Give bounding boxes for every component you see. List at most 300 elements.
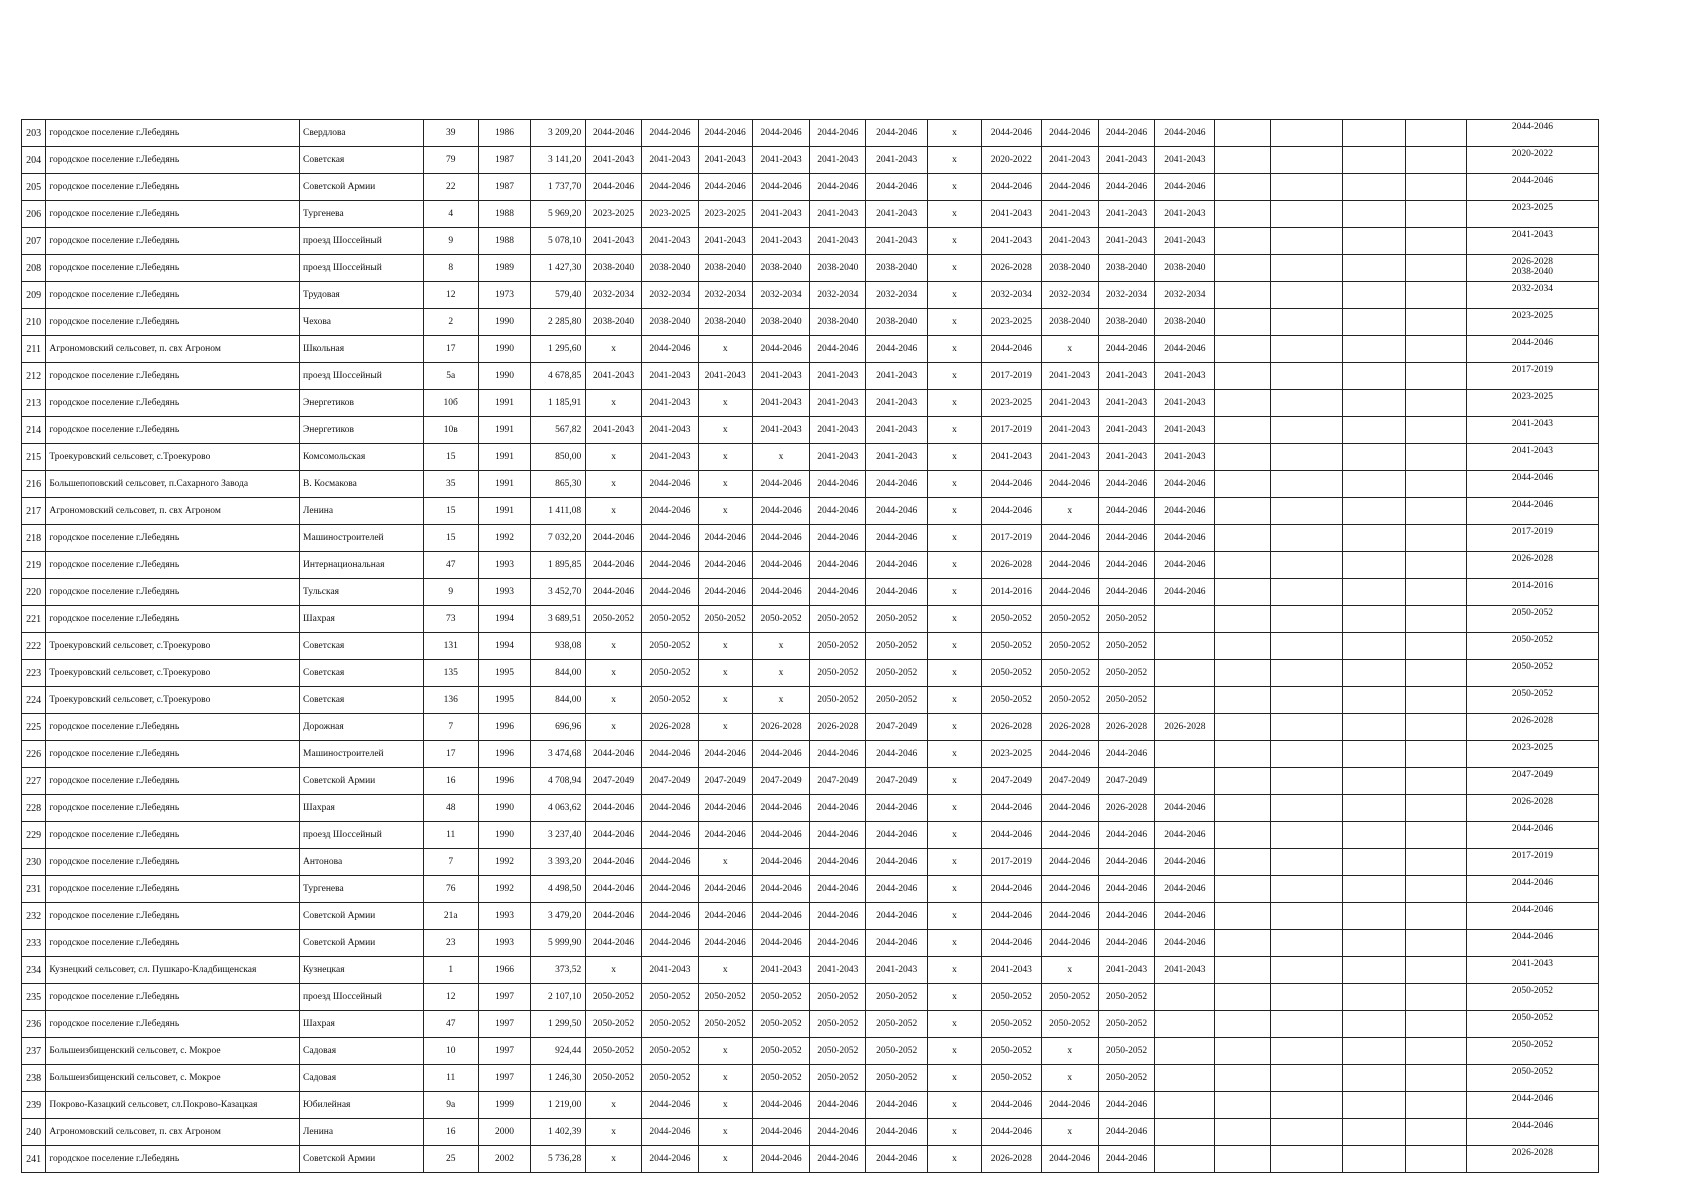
house-number-cell: 9а xyxy=(423,1092,478,1119)
repair-period-cell: 2041-2043 xyxy=(1155,390,1215,417)
repair-period-cell xyxy=(1406,903,1467,930)
repair-period-cell: 2041-2043 xyxy=(866,390,928,417)
street-cell: проезд Шоссейный xyxy=(300,984,424,1011)
repair-period-cell: 2032-2034 xyxy=(752,282,810,309)
repair-period-cell xyxy=(1406,120,1467,147)
repair-period-cell: 2041-2043 xyxy=(642,417,699,444)
repair-period-cell: 2044-2046 xyxy=(642,1092,699,1119)
repair-period-cell: 2041-2043 xyxy=(642,390,699,417)
repair-period-cell: 2044-2046 xyxy=(1155,903,1215,930)
repair-period-cell: х xyxy=(928,1011,982,1038)
repair-period-cell xyxy=(1343,174,1406,201)
area-cell: 4 708,94 xyxy=(531,768,586,795)
repair-period-cell: х xyxy=(928,498,982,525)
repair-period-cell: 2050-2052 xyxy=(1098,1065,1155,1092)
repair-period-cell: 2032-2034 xyxy=(866,282,928,309)
repair-period-cell: х xyxy=(928,579,982,606)
planned-period-cell: 2041-2043 xyxy=(1466,228,1598,255)
repair-period-cell xyxy=(1271,309,1343,336)
repair-period-cell xyxy=(1406,1065,1467,1092)
repair-period-cell xyxy=(1271,552,1343,579)
repair-period-cell xyxy=(1215,660,1271,687)
repair-period-cell xyxy=(1343,984,1406,1011)
planned-period-cell: 2041-2043 xyxy=(1466,417,1598,444)
year-built-cell: 1993 xyxy=(478,903,531,930)
repair-period-cell: 2050-2052 xyxy=(810,687,866,714)
repair-period-cell xyxy=(1343,1146,1406,1173)
repair-period-cell xyxy=(1406,822,1467,849)
repair-period-cell xyxy=(1343,633,1406,660)
repair-period-cell: 2050-2052 xyxy=(866,633,928,660)
repair-period-cell: 2044-2046 xyxy=(752,903,810,930)
repair-period-cell: 2023-2025 xyxy=(981,390,1041,417)
repair-period-cell: 2038-2040 xyxy=(866,255,928,282)
repair-period-cell: 2047-2049 xyxy=(866,714,928,741)
repair-period-cell: 2041-2043 xyxy=(866,417,928,444)
row-number-cell: 209 xyxy=(22,282,46,309)
repair-period-cell xyxy=(1406,174,1467,201)
repair-period-cell xyxy=(1406,768,1467,795)
repair-period-cell: х xyxy=(586,660,642,687)
planned-period-cell: 2023-2025 xyxy=(1466,390,1598,417)
repair-period-cell: х xyxy=(928,795,982,822)
repair-period-cell: 2044-2046 xyxy=(1098,930,1155,957)
table-row xyxy=(22,417,1599,444)
repair-period-cell: х xyxy=(586,1092,642,1119)
repair-period-cell xyxy=(1155,633,1215,660)
row-number-cell: 229 xyxy=(22,822,46,849)
house-number-cell: 16 xyxy=(423,768,478,795)
repair-period-cell xyxy=(1215,417,1271,444)
table-row xyxy=(22,714,1599,741)
planned-period-cell: 2050-2052 xyxy=(1466,660,1598,687)
repair-period-cell: 2044-2046 xyxy=(810,579,866,606)
area-cell: 1 411,08 xyxy=(531,498,586,525)
repair-period-cell: 2044-2046 xyxy=(586,876,642,903)
row-number-cell: 219 xyxy=(22,552,46,579)
settlement-cell: городское поселение г.Лебедянь xyxy=(46,120,300,147)
repair-period-cell: 2050-2052 xyxy=(586,984,642,1011)
repair-period-cell: 2044-2046 xyxy=(1155,525,1215,552)
repair-period-cell: 2044-2046 xyxy=(1155,471,1215,498)
repair-period-cell xyxy=(1215,1038,1271,1065)
repair-period-cell xyxy=(1271,633,1343,660)
repair-period-cell: 2026-2028 xyxy=(981,552,1041,579)
house-number-cell: 131 xyxy=(423,633,478,660)
street-cell: Советская xyxy=(300,660,424,687)
street-cell: В. Космакова xyxy=(300,471,424,498)
repair-period-cell: х xyxy=(698,687,752,714)
area-cell: 3 237,40 xyxy=(531,822,586,849)
table-row xyxy=(22,1065,1599,1092)
repair-period-cell: 2041-2043 xyxy=(1155,201,1215,228)
repair-period-cell: х xyxy=(928,120,982,147)
settlement-cell: городское поселение г.Лебедянь xyxy=(46,552,300,579)
repair-period-cell: х xyxy=(1041,1065,1098,1092)
repair-period-cell: 2044-2046 xyxy=(981,336,1041,363)
repair-period-cell xyxy=(1406,282,1467,309)
repair-period-cell xyxy=(1406,309,1467,336)
area-cell: 1 185,91 xyxy=(531,390,586,417)
area-cell: 5 969,20 xyxy=(531,201,586,228)
repair-period-cell xyxy=(1406,876,1467,903)
repair-period-cell xyxy=(1343,1011,1406,1038)
row-number-cell: 226 xyxy=(22,741,46,768)
repair-period-cell xyxy=(1343,606,1406,633)
row-number-cell: 212 xyxy=(22,363,46,390)
repair-period-cell: 2050-2052 xyxy=(698,1011,752,1038)
area-cell: 696,96 xyxy=(531,714,586,741)
table-row xyxy=(22,1119,1599,1146)
repair-period-cell: 2050-2052 xyxy=(810,1011,866,1038)
repair-period-cell xyxy=(1271,282,1343,309)
repair-period-cell: 2044-2046 xyxy=(981,822,1041,849)
area-cell: 3 452,70 xyxy=(531,579,586,606)
house-number-cell: 7 xyxy=(423,849,478,876)
repair-period-cell: х xyxy=(928,201,982,228)
repair-period-cell: 2050-2052 xyxy=(1041,1011,1098,1038)
repair-period-cell: х xyxy=(928,255,982,282)
repair-period-cell: 2050-2052 xyxy=(698,984,752,1011)
repair-period-cell: 2050-2052 xyxy=(1041,633,1098,660)
repair-period-cell xyxy=(1406,390,1467,417)
settlement-cell: городское поселение г.Лебедянь xyxy=(46,228,300,255)
year-built-cell: 1973 xyxy=(478,282,531,309)
repair-period-cell: 2041-2043 xyxy=(981,444,1041,471)
repair-period-cell: 2044-2046 xyxy=(1041,741,1098,768)
planned-period-cell: 2023-2025 xyxy=(1466,201,1598,228)
planned-period-cell: 2014-2016 xyxy=(1466,579,1598,606)
settlement-cell: городское поселение г.Лебедянь xyxy=(46,903,300,930)
repair-period-cell: 2041-2043 xyxy=(810,444,866,471)
repair-period-cell: 2044-2046 xyxy=(1098,498,1155,525)
repair-period-cell xyxy=(1343,741,1406,768)
repair-period-cell: 2044-2046 xyxy=(586,903,642,930)
repair-period-cell: 2041-2043 xyxy=(752,228,810,255)
repair-period-cell xyxy=(1343,768,1406,795)
repair-period-cell: х xyxy=(928,849,982,876)
planned-period-cell: 2050-2052 xyxy=(1466,1011,1598,1038)
repair-period-cell: 2041-2043 xyxy=(752,417,810,444)
year-built-cell: 1994 xyxy=(478,606,531,633)
repair-period-cell xyxy=(1215,336,1271,363)
house-number-cell: 10б xyxy=(423,390,478,417)
repair-period-cell: 2014-2016 xyxy=(981,579,1041,606)
repair-period-cell xyxy=(1271,498,1343,525)
settlement-cell: городское поселение г.Лебедянь xyxy=(46,714,300,741)
street-cell: Юбилейная xyxy=(300,1092,424,1119)
year-built-cell: 1996 xyxy=(478,741,531,768)
repair-period-cell: 2044-2046 xyxy=(810,795,866,822)
year-built-cell: 1986 xyxy=(478,120,531,147)
area-cell: 3 209,20 xyxy=(531,120,586,147)
repair-period-cell: 2044-2046 xyxy=(642,741,699,768)
repair-period-cell: х xyxy=(698,849,752,876)
repair-period-cell xyxy=(1271,606,1343,633)
repair-period-cell xyxy=(1215,309,1271,336)
repair-period-cell: 2050-2052 xyxy=(981,687,1041,714)
repair-period-cell: 2044-2046 xyxy=(866,741,928,768)
planned-period-cell: 2047-2049 xyxy=(1466,768,1598,795)
repair-period-cell: 2044-2046 xyxy=(586,552,642,579)
planned-period-cell: 2050-2052 xyxy=(1466,606,1598,633)
area-cell: 924,44 xyxy=(531,1038,586,1065)
repair-period-cell: 2044-2046 xyxy=(1041,1092,1098,1119)
repair-period-cell xyxy=(1271,1146,1343,1173)
year-built-cell: 1993 xyxy=(478,552,531,579)
repair-period-cell: х xyxy=(698,660,752,687)
street-cell: Советской Армии xyxy=(300,174,424,201)
repair-period-cell: х xyxy=(928,984,982,1011)
repair-period-cell: 2050-2052 xyxy=(586,1065,642,1092)
repair-period-cell: х xyxy=(586,444,642,471)
repair-period-cell: х xyxy=(928,1065,982,1092)
repair-period-cell: 2044-2046 xyxy=(698,579,752,606)
repair-period-cell: 2044-2046 xyxy=(752,741,810,768)
repair-period-cell: 2044-2046 xyxy=(752,822,810,849)
repair-period-cell: 2044-2046 xyxy=(1041,174,1098,201)
repair-period-cell: 2044-2046 xyxy=(698,741,752,768)
repair-period-cell xyxy=(1215,228,1271,255)
repair-period-cell: 2044-2046 xyxy=(586,120,642,147)
repair-period-cell: 2017-2019 xyxy=(981,525,1041,552)
year-built-cell: 1999 xyxy=(478,1092,531,1119)
repair-period-cell: х xyxy=(698,444,752,471)
repair-period-cell: 2044-2046 xyxy=(866,336,928,363)
repair-period-cell: 2050-2052 xyxy=(698,606,752,633)
planned-period-cell: 2050-2052 xyxy=(1466,1065,1598,1092)
repair-period-cell xyxy=(1215,147,1271,174)
repair-period-cell: 2038-2040 xyxy=(698,309,752,336)
repair-period-cell: 2041-2043 xyxy=(642,228,699,255)
repair-period-cell: 2050-2052 xyxy=(810,984,866,1011)
schedule-table-body xyxy=(22,120,1599,1173)
repair-period-cell: 2044-2046 xyxy=(586,174,642,201)
repair-period-cell: х xyxy=(928,552,982,579)
repair-period-cell: 2041-2043 xyxy=(752,147,810,174)
settlement-cell: городское поселение г.Лебедянь xyxy=(46,363,300,390)
table-row xyxy=(22,525,1599,552)
area-cell: 579,40 xyxy=(531,282,586,309)
repair-period-cell: 2041-2043 xyxy=(1041,444,1098,471)
repair-period-cell xyxy=(1155,768,1215,795)
repair-period-cell: х xyxy=(752,444,810,471)
repair-period-cell xyxy=(1343,390,1406,417)
repair-period-cell: 2047-2049 xyxy=(752,768,810,795)
repair-period-cell: 2038-2040 xyxy=(810,309,866,336)
repair-period-cell xyxy=(1343,687,1406,714)
repair-period-cell: 2044-2046 xyxy=(642,552,699,579)
repair-period-cell xyxy=(1271,741,1343,768)
repair-period-cell xyxy=(1343,822,1406,849)
repair-period-cell xyxy=(1406,579,1467,606)
repair-period-cell: 2041-2043 xyxy=(1098,228,1155,255)
table-row xyxy=(22,1038,1599,1065)
repair-period-cell xyxy=(1343,714,1406,741)
house-number-cell: 39 xyxy=(423,120,478,147)
settlement-cell: городское поселение г.Лебедянь xyxy=(46,822,300,849)
repair-period-cell: 2041-2043 xyxy=(866,444,928,471)
repair-period-cell xyxy=(1215,822,1271,849)
planned-period-cell: 2017-2019 xyxy=(1466,849,1598,876)
settlement-cell: городское поселение г.Лебедянь xyxy=(46,1146,300,1173)
repair-period-cell: 2050-2052 xyxy=(752,984,810,1011)
row-number-cell: 207 xyxy=(22,228,46,255)
street-cell: Садовая xyxy=(300,1065,424,1092)
repair-period-cell xyxy=(1271,255,1343,282)
repair-period-cell: 2047-2049 xyxy=(698,768,752,795)
repair-period-cell: 2026-2028 xyxy=(1155,714,1215,741)
repair-period-cell xyxy=(1343,255,1406,282)
repair-period-cell: 2050-2052 xyxy=(752,1038,810,1065)
planned-period-cell: 2050-2052 xyxy=(1466,687,1598,714)
repair-period-cell xyxy=(1215,390,1271,417)
repair-period-cell xyxy=(1271,1011,1343,1038)
repair-period-cell xyxy=(1155,1065,1215,1092)
repair-period-cell: 2023-2025 xyxy=(642,201,699,228)
repair-period-cell xyxy=(1215,876,1271,903)
row-number-cell: 240 xyxy=(22,1119,46,1146)
area-cell: 1 737,70 xyxy=(531,174,586,201)
repair-period-cell: 2044-2046 xyxy=(981,795,1041,822)
repair-period-cell: 2050-2052 xyxy=(866,606,928,633)
repair-period-cell: 2044-2046 xyxy=(1155,498,1215,525)
repair-period-cell: х xyxy=(698,417,752,444)
year-built-cell: 1991 xyxy=(478,390,531,417)
repair-period-cell: 2041-2043 xyxy=(1155,444,1215,471)
street-cell: Интернациональная xyxy=(300,552,424,579)
year-built-cell: 1990 xyxy=(478,363,531,390)
repair-period-cell xyxy=(1155,687,1215,714)
repair-period-cell: х xyxy=(928,1038,982,1065)
street-cell: Советской Армии xyxy=(300,903,424,930)
street-cell: Шахрая xyxy=(300,1011,424,1038)
row-number-cell: 231 xyxy=(22,876,46,903)
house-number-cell: 17 xyxy=(423,741,478,768)
repair-period-cell: 2038-2040 xyxy=(642,255,699,282)
street-cell: Машиностроителей xyxy=(300,525,424,552)
repair-period-cell: 2050-2052 xyxy=(1098,606,1155,633)
year-built-cell: 1987 xyxy=(478,147,531,174)
repair-period-cell: 2044-2046 xyxy=(586,930,642,957)
repair-period-cell xyxy=(1215,1119,1271,1146)
repair-period-cell: х xyxy=(1041,498,1098,525)
repair-period-cell: 2044-2046 xyxy=(866,1119,928,1146)
year-built-cell: 2002 xyxy=(478,1146,531,1173)
house-number-cell: 17 xyxy=(423,336,478,363)
repair-period-cell xyxy=(1215,903,1271,930)
repair-period-cell: 2047-2049 xyxy=(642,768,699,795)
year-built-cell: 1988 xyxy=(478,201,531,228)
table-row xyxy=(22,255,1599,282)
repair-period-cell: 2047-2049 xyxy=(1041,768,1098,795)
house-number-cell: 12 xyxy=(423,282,478,309)
street-cell: Кузнецкая xyxy=(300,957,424,984)
repair-period-cell xyxy=(1215,714,1271,741)
repair-period-cell: 2050-2052 xyxy=(981,606,1041,633)
planned-period-cell: 2044-2046 xyxy=(1466,1119,1598,1146)
repair-period-cell: 2041-2043 xyxy=(810,363,866,390)
repair-period-cell: 2050-2052 xyxy=(866,1065,928,1092)
street-cell: Чехова xyxy=(300,309,424,336)
table-row xyxy=(22,174,1599,201)
repair-period-cell xyxy=(1343,147,1406,174)
repair-period-cell xyxy=(1406,957,1467,984)
repair-period-cell xyxy=(1271,1119,1343,1146)
repair-period-cell: х xyxy=(586,687,642,714)
repair-period-cell xyxy=(1271,768,1343,795)
table-row xyxy=(22,606,1599,633)
row-number-cell: 217 xyxy=(22,498,46,525)
repair-period-cell xyxy=(1406,606,1467,633)
repair-period-cell: 2044-2046 xyxy=(642,498,699,525)
repair-period-cell xyxy=(1215,363,1271,390)
repair-period-cell xyxy=(1406,498,1467,525)
street-cell: Садовая xyxy=(300,1038,424,1065)
settlement-cell: городское поселение г.Лебедянь xyxy=(46,1011,300,1038)
street-cell: Энергетиков xyxy=(300,417,424,444)
repair-period-cell: 2044-2046 xyxy=(642,903,699,930)
repair-period-cell: 2041-2043 xyxy=(698,228,752,255)
area-cell: 3 689,51 xyxy=(531,606,586,633)
repair-period-cell xyxy=(1343,1065,1406,1092)
repair-period-cell: 2044-2046 xyxy=(810,336,866,363)
row-number-cell: 235 xyxy=(22,984,46,1011)
repair-period-cell: х xyxy=(928,957,982,984)
repair-period-cell: 2044-2046 xyxy=(1041,903,1098,930)
repair-period-cell xyxy=(1215,957,1271,984)
planned-period-cell: 2044-2046 xyxy=(1466,498,1598,525)
house-number-cell: 15 xyxy=(423,444,478,471)
repair-period-cell: 2038-2040 xyxy=(1041,309,1098,336)
repair-period-cell: 2032-2034 xyxy=(1098,282,1155,309)
repair-period-cell xyxy=(1215,444,1271,471)
repair-period-cell xyxy=(1271,525,1343,552)
repair-period-cell: х xyxy=(698,1065,752,1092)
repair-period-cell: 2017-2019 xyxy=(981,849,1041,876)
area-cell: 2 285,80 xyxy=(531,309,586,336)
repair-period-cell: 2044-2046 xyxy=(810,525,866,552)
repair-period-cell: 2044-2046 xyxy=(586,741,642,768)
repair-period-cell: 2041-2043 xyxy=(1098,957,1155,984)
planned-period-cell: 2026-2028 xyxy=(1466,1146,1598,1173)
street-cell: Ленина xyxy=(300,1119,424,1146)
repair-period-cell xyxy=(1271,363,1343,390)
repair-period-cell: 2044-2046 xyxy=(752,849,810,876)
repair-period-cell: х xyxy=(928,660,982,687)
area-cell: 3 141,20 xyxy=(531,147,586,174)
planned-period-cell: 2026-2028 xyxy=(1466,795,1598,822)
repair-period-cell xyxy=(1271,957,1343,984)
house-number-cell: 15 xyxy=(423,525,478,552)
repair-period-cell xyxy=(1343,957,1406,984)
street-cell: Шахрая xyxy=(300,795,424,822)
repair-period-cell xyxy=(1215,201,1271,228)
repair-period-cell xyxy=(1271,660,1343,687)
repair-period-cell xyxy=(1271,120,1343,147)
settlement-cell: городское поселение г.Лебедянь xyxy=(46,255,300,282)
area-cell: 4 498,50 xyxy=(531,876,586,903)
repair-period-cell: 2050-2052 xyxy=(642,1011,699,1038)
repair-period-cell: 2026-2028 xyxy=(642,714,699,741)
year-built-cell: 1993 xyxy=(478,930,531,957)
repair-period-cell: 2044-2046 xyxy=(1098,822,1155,849)
street-cell: Энергетиков xyxy=(300,390,424,417)
repair-period-cell: 2032-2034 xyxy=(1155,282,1215,309)
house-number-cell: 47 xyxy=(423,552,478,579)
repair-period-cell: 2044-2046 xyxy=(1098,552,1155,579)
repair-period-cell xyxy=(1155,1011,1215,1038)
